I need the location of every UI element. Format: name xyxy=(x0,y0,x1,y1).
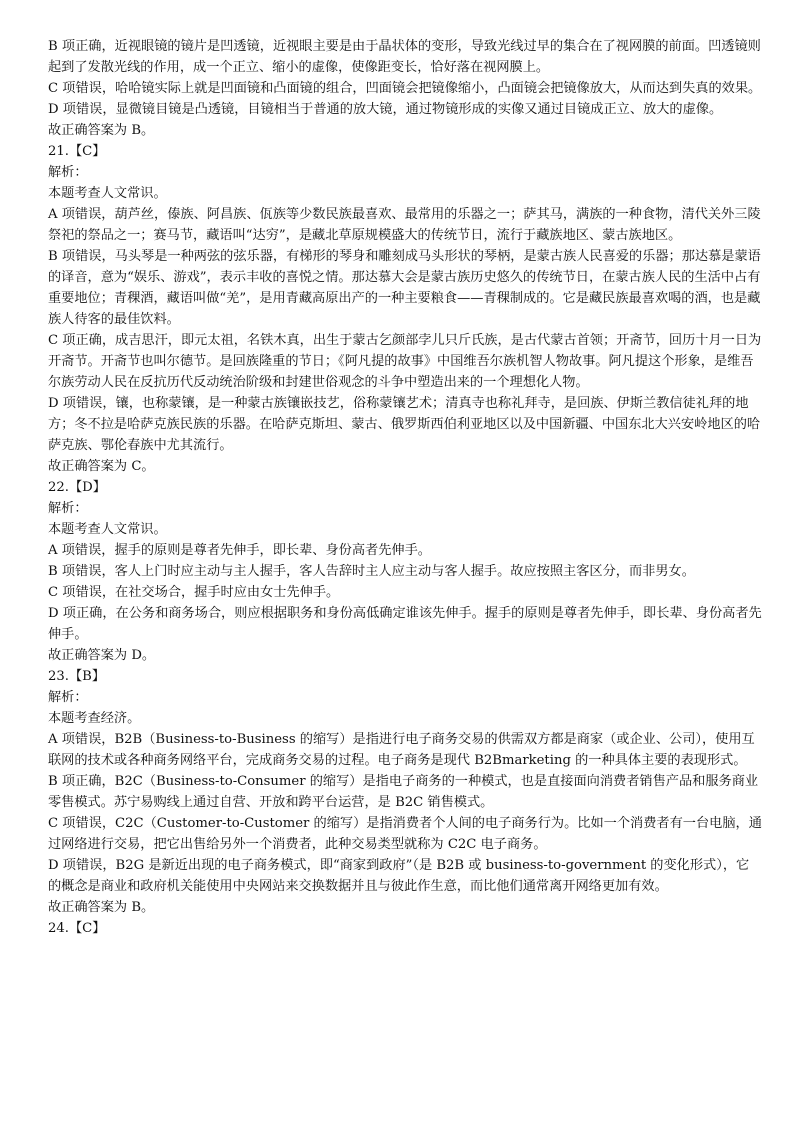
answer-23: 故正确答案为 B。 xyxy=(48,900,155,915)
paragraph-23-a: A 项错误，B2B（Business-to-Business 的缩写）是指进行电子商务交易的供需双方都是商家（或企业、公司），使用互联网的技术或各种商务网络平台，完成商务交易的过程。电子商务是现代 B2Bmarketing 的一种具体主要的表现形式。 xyxy=(48,732,755,768)
paragraph-21-b: B 项错误，马头琴是一种两弦的弦乐器，有梯形的琴身和雕刻成马头形状的琴柄，是蒙古族人民喜爱的乐器；那达慕是蒙语的译音，意为“娱乐、游戏”，表示丰收的喜悦之情。那达慕大会是蒙古族历史悠久的传统节日，在蒙古族人民的生活中占有重要地位；青稞酒，藏语叫做“羌”，是用青藏高原出产的一种主要粮食——青稞制成的。它是藏民族最喜欢喝的酒，也是藏族人待客的最佳饮料。 xyxy=(48,249,761,327)
question-22-header: 22.【D】 xyxy=(48,480,106,495)
paragraph-22-a: A 项错误，握手的原则是尊者先伸手，即长辈、身份高者先伸手。 xyxy=(48,543,431,558)
paragraph-d-microscope: D 项错误，显微镜目镜是凸透镜，目镜相当于普通的放大镜，通过物镜形成的实像又通过目镜成正立、放大的虚像。 xyxy=(48,102,723,117)
paragraph-22-c: C 项错误，在社交场合，握手时应由女士先伸手。 xyxy=(48,585,340,600)
paragraph-22-b: B 项错误，客人上门时应主动与主人握手，客人告辞时主人应主动与客人握手。故应按照主客区分，而非男女。 xyxy=(48,564,695,579)
answer-22: 故正确答案为 D。 xyxy=(48,648,156,663)
topic-line: 本题考查人文常识。 xyxy=(48,522,167,537)
document-body xyxy=(48,36,762,939)
question-24-header: 24.【C】 xyxy=(48,921,106,936)
paragraph-23-d: D 项错误，B2G 是新近出现的电子商务模式，即“商家到政府”（是 B2B 或 business-to-government 的变化形式），它的概念是商业和政府机关能使用中央网站来交换数据并且与彼此作生意，而比他们通常离开网络更加有效。 xyxy=(48,858,750,894)
paragraph-22-d: D 项正确，在公务和商务场合，则应根据职务和身份高低确定谁该先伸手。握手的原则是尊者先伸手，即长辈、身份高者先伸手。 xyxy=(48,606,762,642)
answer-21: 故正确答案为 C。 xyxy=(48,459,155,474)
question-21-header: 21.【C】 xyxy=(48,144,106,159)
paragraph-b-lens: B 项正确，近视眼镜的镜片是凹透镜，近视眼主要是由于晶状体的变形，导致光线过早的集合在了视网膜的前面。凹透镜则起到了发散光线的作用，成一个正立、缩小的虚像，使像距变长，恰好落在视网膜上。 xyxy=(48,39,761,75)
paragraph-21-d: D 项错误，镶，也称蒙镶，是一种蒙古族镶嵌技艺，俗称蒙镶艺术；清真寺也称礼拜寺，是回族、伊斯兰教信徒礼拜的地方；冬不拉是哈萨克族民族的乐器。在哈萨克斯坦、蒙古、俄罗斯西伯利亚地区以及中国新疆、中国东北大兴安岭地区的哈萨克族、鄂伦春族中尤其流行。 xyxy=(48,396,761,453)
paragraph-23-b: B 项正确，B2C（Business-to-Consumer 的缩写）是指电子商务的一种模式，也是直接面向消费者销售产品和服务商业零售模式。苏宁易购线上通过自营、开放和跨平台运营，是 B2C 销售模式。 xyxy=(48,774,759,810)
analysis-label: 解析： xyxy=(48,690,88,705)
question-23-header: 23.【B】 xyxy=(48,669,106,684)
paragraph-c-mirror: C 项错误，哈哈镜实际上就是凹面镜和凸面镜的组合，凹面镜会把镜像缩小，凸面镜会把镜像放大，从而达到失真的效果。 xyxy=(48,81,762,96)
answer-20: 故正确答案为 B。 xyxy=(48,123,155,138)
paragraph-23-c: C 项错误，C2C（Customer-to-Customer 的缩写）是指消费者个人间的电子商务行为。比如一个消费者有一台电脑，通过网络进行交易，把它出售给另外一个消费者，此种交易类型就称为 C2C 电子商务。 xyxy=(48,816,762,852)
topic-line: 本题考查经济。 xyxy=(48,711,141,726)
analysis-label: 解析： xyxy=(48,165,88,180)
paragraph-21-c: C 项正确，成吉思汗，即元太祖，名铁木真，出生于蒙古乞颜部孛儿只斤氏族，是古代蒙古首领；开斋节，回历十月一日为开斋节。开斋节也叫尔德节。是回族隆重的节日；《阿凡提的故事》中国维吾尔族机智人物故事。阿凡提这个形象，是维吾尔族劳动人民在反抗历代反动统治阶级和封建世俗观念的斗争中塑造出来的一个理想化人物。 xyxy=(48,333,762,390)
paragraph-21-a: A 项错误，葫芦丝，傣族、阿昌族、佤族等少数民族最喜欢、最常用的乐器之一；萨其马，满族的一种食物，清代关外三陵祭祀的祭品之一；赛马节，藏语叫“达穷”，是藏北草原规模盛大的传统节日，流行于藏族地区、蒙古族地区。 xyxy=(48,207,761,243)
analysis-label: 解析： xyxy=(48,501,88,516)
topic-line: 本题考查人文常识。 xyxy=(48,186,167,201)
